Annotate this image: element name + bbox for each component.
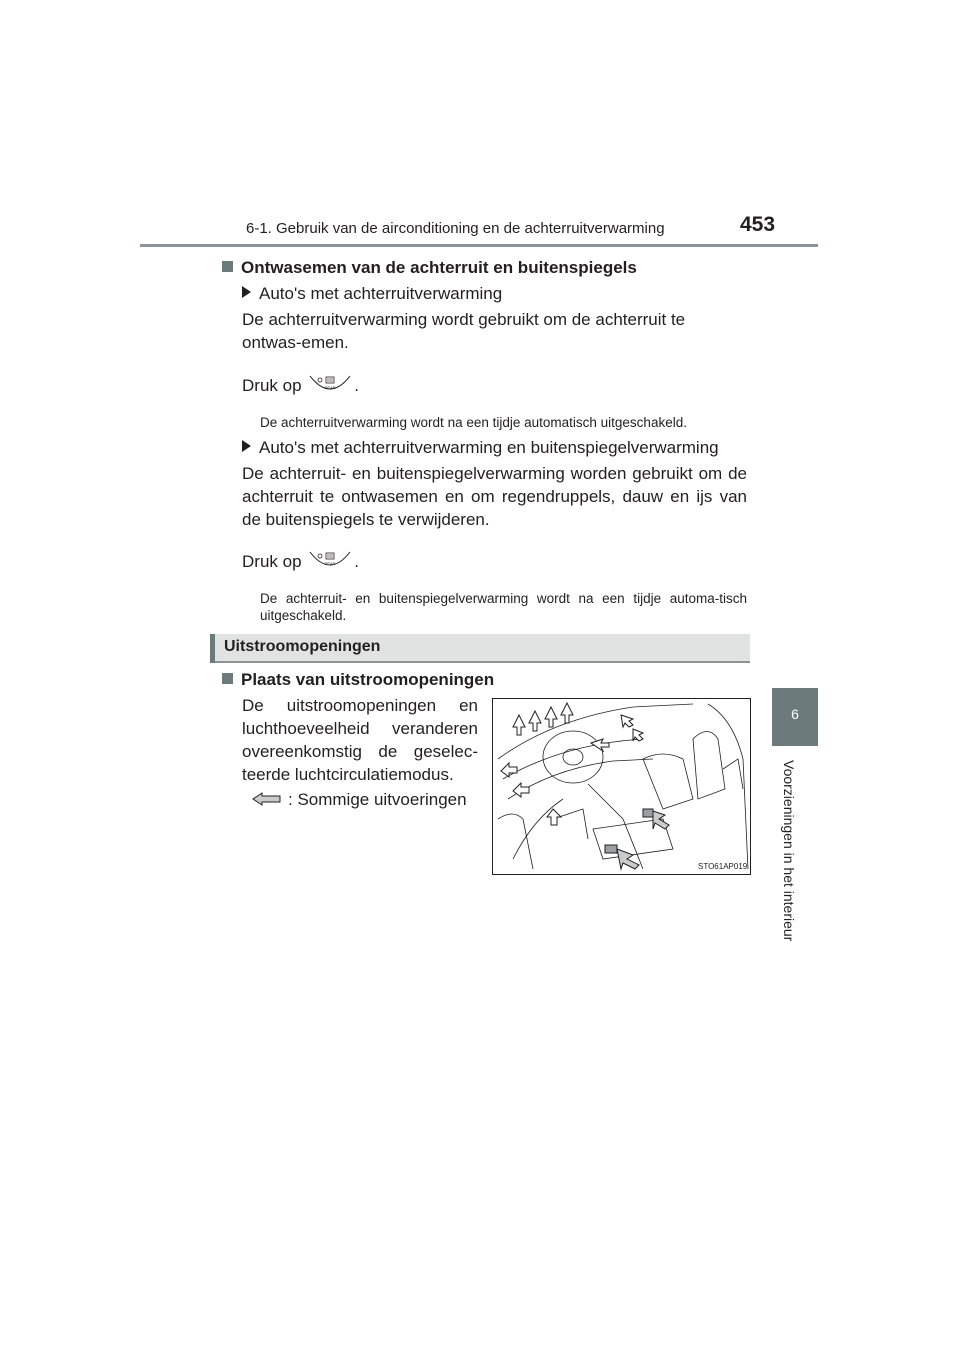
vents-heading: Plaats van uitstroomopeningen	[222, 668, 494, 691]
square-bullet-icon	[222, 261, 233, 272]
button-rear-label: REAR	[324, 561, 336, 566]
rear-defogger-button-icon	[308, 374, 352, 398]
chapter-number: 6	[791, 706, 799, 722]
vents-legend: : Sommige uitvoeringen	[252, 788, 467, 811]
variant2-note: De achterruit- en buitenspiegelverwarming wordt na een tijdje automa-tisch uitgeschakeld.	[260, 591, 747, 623]
variant2-press-line: Druk op REAR .	[242, 550, 359, 574]
section-title: Uitstroomopeningen	[224, 638, 381, 655]
variant1-press-line: Druk op REAR .	[242, 374, 359, 398]
chapter-tab	[772, 688, 818, 746]
triangle-bullet-icon	[242, 440, 251, 452]
variant2-text: De achterruit- en buitenspiegelverwarming worden gebruikt om de achterruit te ontwasemen en om regendruppels, dauw en ijs van de buitenspiegels te verwijderen.	[242, 464, 747, 529]
triangle-bullet-icon	[242, 286, 251, 298]
section-title-bar	[210, 634, 750, 663]
button-rear-label: REAR	[324, 385, 336, 390]
optional-vent-arrow-icon	[252, 791, 282, 807]
section-bar-accent	[210, 634, 215, 663]
car-interior-drawing	[493, 699, 750, 874]
vents-illustration	[492, 698, 751, 875]
figure-code: STO61AP019	[698, 862, 748, 871]
variant1-text: De achterruitverwarming wordt gebruikt om de achterruit te ontwas-emen.	[242, 310, 686, 352]
square-bullet-icon	[222, 673, 233, 684]
header-divider	[140, 244, 818, 247]
defog-heading: Ontwasemen van de achterruit en buitenspiegels	[222, 256, 637, 279]
chapter-title-vertical	[770, 760, 820, 960]
vents-text: De uitstroomopeningen en luchthoeveelheid veranderen overeenkomstig de geselec-teerde luchtcirculatiemodus.	[242, 696, 478, 784]
variant1-label: Auto's met achterruitverwarming	[242, 282, 502, 305]
chapter-title: Voorzieningen in het interieur	[781, 760, 797, 942]
page-number: 453	[740, 213, 776, 236]
running-header: 6-1. Gebruik van de airconditioning en de achterruitverwarming	[246, 220, 665, 237]
variant2-label: Auto's met achterruitverwarming en buitenspiegelverwarming	[242, 436, 719, 459]
variant1-note: De achterruitverwarming wordt na een tijdje automatisch uitgeschakeld.	[260, 415, 687, 430]
rear-and-mirror-defogger-button-icon	[308, 550, 352, 574]
